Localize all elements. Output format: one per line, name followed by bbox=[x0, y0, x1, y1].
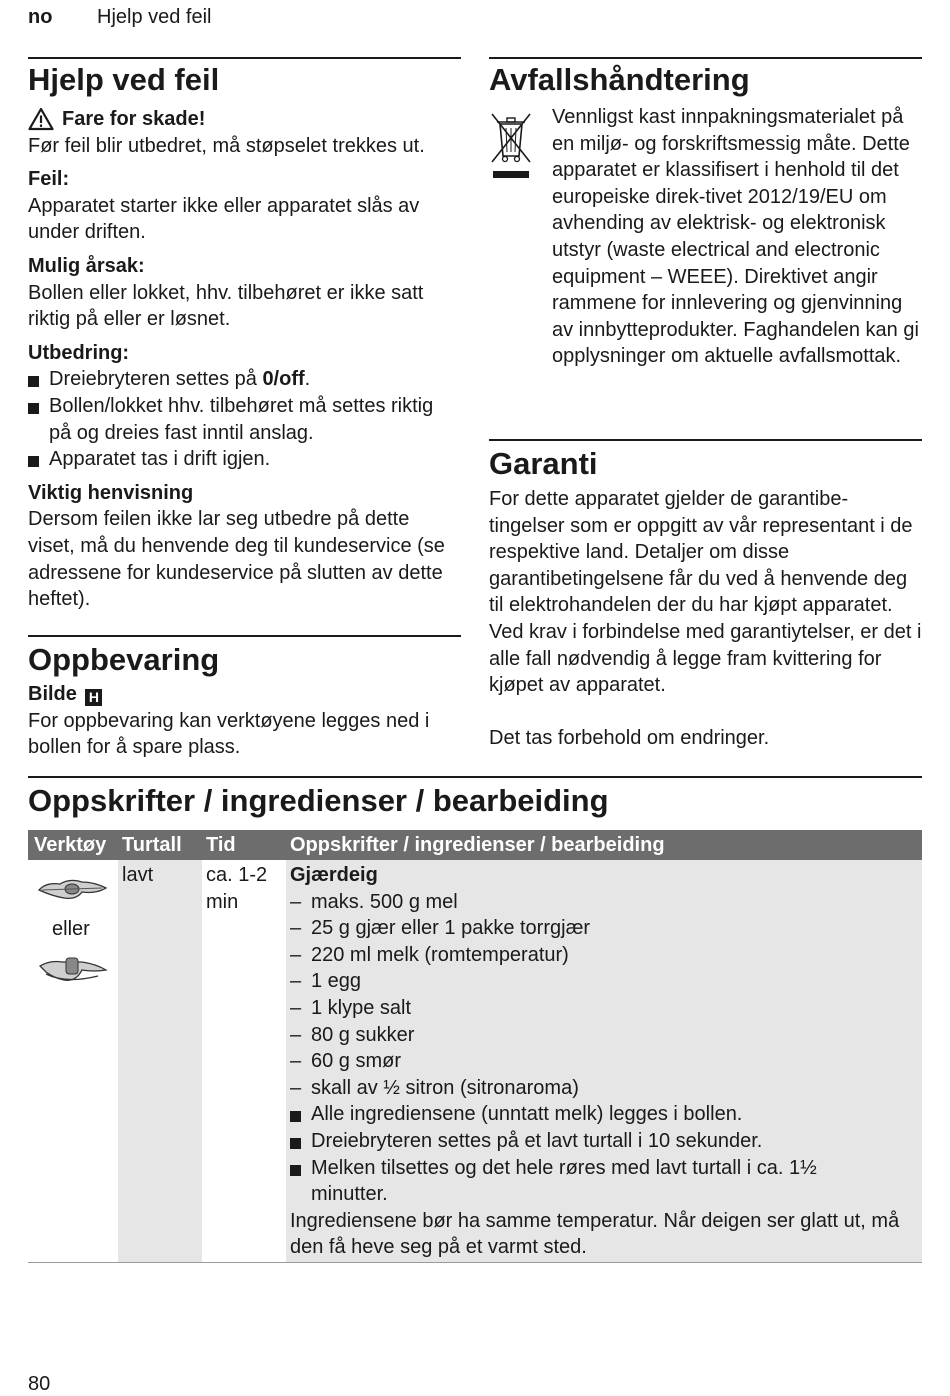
section-rule bbox=[489, 57, 922, 59]
running-header-title: Hjelp ved feil bbox=[97, 6, 212, 28]
warning-line bbox=[28, 106, 461, 133]
fix-list bbox=[28, 366, 461, 472]
time-value-line2: min bbox=[206, 890, 239, 913]
col-header-recipe: Oppskrifter / ingredienser / bearbeiding bbox=[290, 834, 665, 856]
fix-item: Bollen/lokket hhv. tilbehøret må settes riktig på og dreies fast inntil anslag. bbox=[28, 393, 461, 446]
fix-item: Dreiebryteren settes på 0/off. bbox=[28, 366, 461, 393]
disposal-text: Vennligst kast innpakningsmaterialet på en miljø- og forskriftsmessig måte. Dette apparatet er klassifisert i henhold til det europeiske direk-tivet 2012/19/EU om avhending av elektrisk- og elektronisk utstyr (waste electrical and electronic equipment – WEEE). Direktivet angir rammene for innlevering og gjenvinning av innbytteprodukter. Faghandelen kan gi opplysninger om aktuelle avfallsmottak. bbox=[552, 106, 919, 368]
section-rule bbox=[28, 635, 461, 637]
speed-cell-bg bbox=[118, 860, 202, 1262]
col-header-speed: Turtall bbox=[122, 834, 182, 856]
step-list bbox=[290, 1101, 920, 1207]
storage-section bbox=[28, 642, 461, 761]
time-value-line1: ca. 1-2 bbox=[206, 864, 268, 886]
language-code: no bbox=[28, 6, 53, 28]
warning-triangle-icon bbox=[28, 107, 54, 131]
table-header bbox=[28, 830, 922, 860]
page-number: 80 bbox=[28, 1373, 51, 1395]
kneading-hook-alt-icon bbox=[36, 954, 108, 986]
fault-text: Apparatet starter ikke eller apparatet slås av under driften. bbox=[28, 194, 420, 244]
section-rule bbox=[489, 439, 922, 441]
storage-heading: Oppbevaring bbox=[28, 642, 220, 677]
warranty-text: For dette apparatet gjelder de garantibe-tingelser som er oppgitt av vår representant i de respektive land. Detaljer om disse garantibetingelsene får du ved å henvende deg til elektrohandelen der du har kjøpt apparatet. Ved krav i forbindelse med garantiytelser, er det i alle fall nødvendig å legge fram kvittering for kjøpet av apparatet. bbox=[489, 488, 922, 697]
step-item: Melken tilsettes og det hele røres med lavt turtall i ca. 1½ minutter. bbox=[290, 1155, 920, 1208]
ingredient-item: – 60 g smør bbox=[290, 1048, 920, 1075]
recipe-content bbox=[290, 862, 920, 1261]
ingredient-item: – 80 g sukker bbox=[290, 1022, 920, 1049]
ingredient-item: – 1 egg bbox=[290, 968, 920, 995]
figure-letter-box: H bbox=[85, 689, 102, 706]
fix-item: Apparatet tas i drift igjen. bbox=[28, 446, 461, 473]
ingredient-item: – 1 klype salt bbox=[290, 995, 920, 1022]
ingredient-item: – maks. 500 g mel bbox=[290, 889, 920, 916]
ingredient-item: – 220 ml melk (romtemperatur) bbox=[290, 942, 920, 969]
fault-label: Feil: bbox=[28, 168, 70, 191]
cause-text: Bollen eller lokket, hhv. tilbehøret er ikke satt riktig på eller er løsnet. bbox=[28, 281, 424, 331]
speed-value: lavt bbox=[122, 864, 154, 886]
note-text: Dersom feilen ikke lar seg utbedre på dette viset, må du henvende deg til kundeservice (se adressene for kundeservice på slutten av dette heftet). bbox=[28, 508, 445, 611]
recipes-heading: Oppskrifter / ingredienser / bearbeiding bbox=[28, 783, 609, 818]
note-label: Viktig henvisning bbox=[28, 481, 194, 504]
warranty-heading: Garanti bbox=[489, 446, 598, 481]
tool-or-text: eller bbox=[52, 918, 90, 940]
help-heading: Hjelp ved feil bbox=[28, 62, 220, 97]
col-header-tool: Verktøy bbox=[34, 834, 107, 856]
storage-text: For oppbevaring kan verktøyene legges ned i bollen for å spare plass. bbox=[28, 709, 430, 759]
step-item: Dreiebryteren settes på et lavt turtall i 10 sekunder. bbox=[290, 1128, 920, 1155]
table-bottom-rule bbox=[28, 1262, 922, 1263]
warranty-reservation: Det tas forbehold om endringer. bbox=[489, 726, 770, 749]
step-item: Alle ingrediensene (unntatt melk) legges i bollen. bbox=[290, 1101, 920, 1128]
disposal-section bbox=[489, 62, 922, 370]
ingredient-list bbox=[290, 889, 920, 1102]
section-rule bbox=[28, 57, 461, 59]
figure-reference: Bilde H bbox=[28, 681, 461, 708]
help-section bbox=[28, 62, 461, 613]
recipe-closing-note: Ingrediensene bør ha samme temperatur. Når deigen ser glatt ut, må den få heve seg på et varmt sted. bbox=[290, 1209, 900, 1259]
disposal-heading: Avfallshåndtering bbox=[489, 62, 750, 97]
crossed-bin-icon bbox=[489, 110, 533, 182]
warning-text: Før feil blir utbedret, må støpselet trekkes ut. bbox=[28, 134, 425, 157]
ingredient-item: – 25 g gjær eller 1 pakke torrgjær bbox=[290, 915, 920, 942]
warning-label: Fare for skade! bbox=[62, 108, 206, 130]
recipe-title: Gjærdeig bbox=[290, 864, 378, 886]
fix-label: Utbedring: bbox=[28, 341, 130, 364]
warranty-section bbox=[489, 446, 922, 751]
ingredient-item: – skall av ½ sitron (sitronaroma) bbox=[290, 1075, 920, 1102]
kneading-hook-icon bbox=[36, 874, 108, 904]
cause-label: Mulig årsak: bbox=[28, 254, 145, 277]
section-rule bbox=[28, 776, 922, 778]
col-header-time: Tid bbox=[206, 834, 236, 856]
